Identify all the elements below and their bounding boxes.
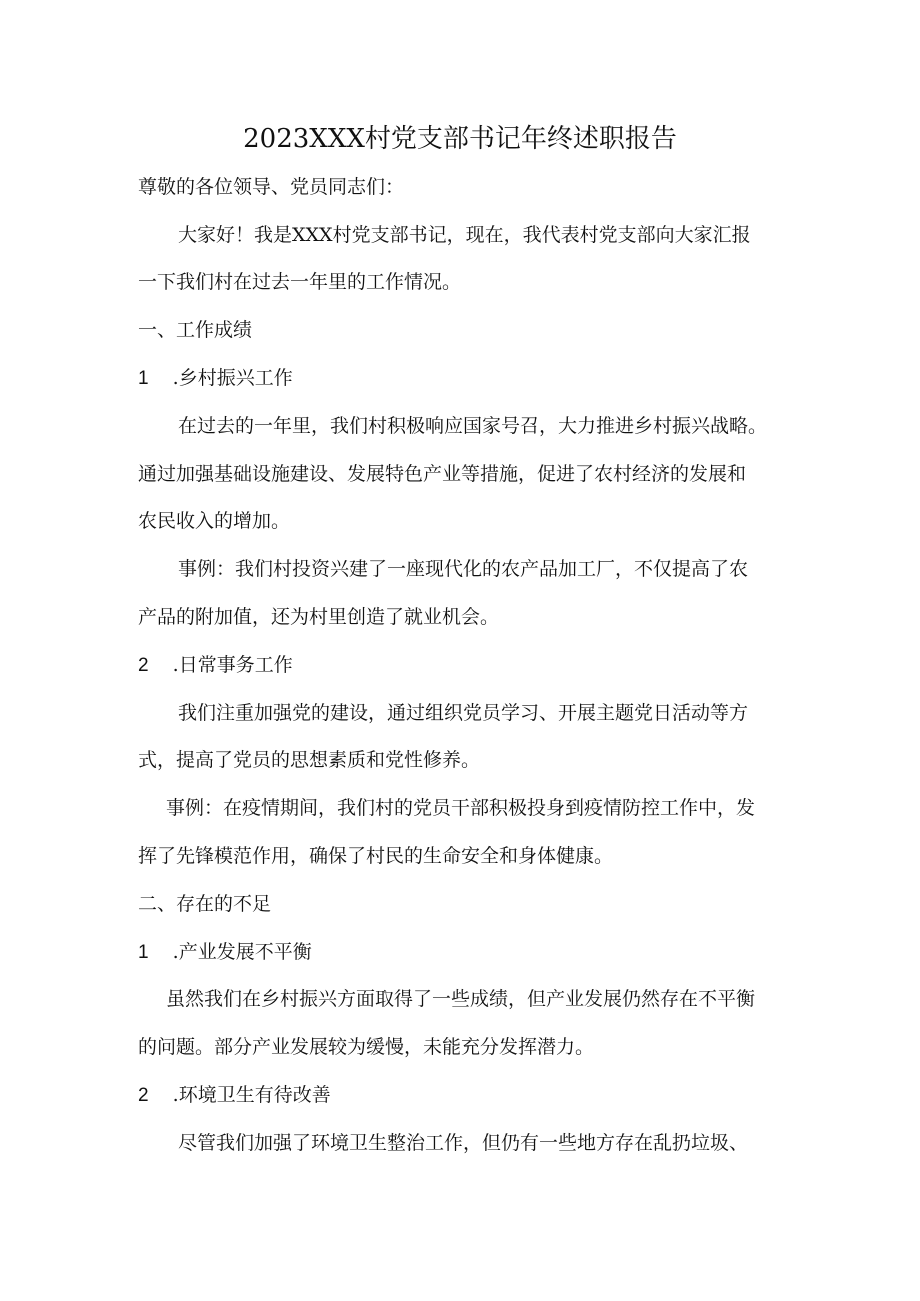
s1-i2-p2-line-1: 事例：在疫情期间，我们村的党员干部积极投身到疫情防控工作中，发 — [166, 797, 756, 819]
document-title: 2023XXX村党支部书记年终述职报告 — [243, 124, 677, 154]
item-title: .日常事务工作 — [172, 654, 293, 676]
section-2-heading: 二、存在的不足 — [138, 893, 272, 915]
s1-i1-p2-line-1: 事例：我们村投资兴建了一座现代化的农产品加工厂，不仅提高了农 — [178, 558, 749, 580]
intro-line-1: 大家好！我是XXX村党支部书记，现在，我代表村党支部向大家汇报 — [178, 224, 751, 246]
s2-i1-p1-line-2: 的问题。部分产业发展较为缓慢，未能充分发挥潜力。 — [138, 1036, 595, 1058]
section-2-item-1-heading — [138, 940, 312, 965]
s1-i1-p2-line-2: 产品的附加值，还为村里创造了就业机会。 — [138, 606, 500, 628]
s1-i2-p1-line-1: 我们注重加强党的建设，通过组织党员学习、开展主题党日活动等方 — [178, 702, 749, 724]
s1-i2-p1-line-2: 式，提高了党员的思想素质和党性修养。 — [138, 749, 481, 771]
section-1-item-2-heading — [138, 653, 293, 678]
section-2-item-2-heading — [138, 1083, 331, 1108]
s2-i2-p1-line-1: 尽管我们加强了环境卫生整治工作，但仍有一些地方存在乱扔垃圾、 — [178, 1132, 749, 1154]
item-number: 1 — [138, 368, 149, 389]
section-1-heading: 一、工作成绩 — [138, 319, 253, 341]
item-title: .乡村振兴工作 — [172, 367, 293, 389]
s1-i1-p1-line-2: 通过加强基础设施建设、发展特色产业等措施，促进了农村经济的发展和 — [138, 463, 747, 485]
s1-i2-p2-line-2: 挥了先锋模范作用，确保了村民的生命安全和身体健康。 — [138, 845, 614, 867]
item-title: .产业发展不平衡 — [172, 941, 312, 963]
salutation: 尊敬的各位领导、党员同志们： — [138, 176, 405, 198]
item-title: .环境卫生有待改善 — [172, 1084, 331, 1106]
intro-line-2: 一下我们村在过去一年里的工作情况。 — [138, 271, 462, 293]
section-1-item-1-heading — [138, 366, 293, 391]
item-number: 2 — [138, 1085, 149, 1106]
s2-i1-p1-line-1: 虽然我们在乡村振兴方面取得了一些成绩，但产业发展仍然存在不平衡 — [166, 988, 756, 1010]
item-number: 1 — [138, 942, 149, 963]
item-number: 2 — [138, 655, 149, 676]
s1-i1-p1-line-3: 农民收入的增加。 — [138, 510, 291, 532]
s1-i1-p1-line-1: 在过去的一年里，我们村积极响应国家号召，大力推进乡村振兴战略。 — [178, 415, 768, 437]
